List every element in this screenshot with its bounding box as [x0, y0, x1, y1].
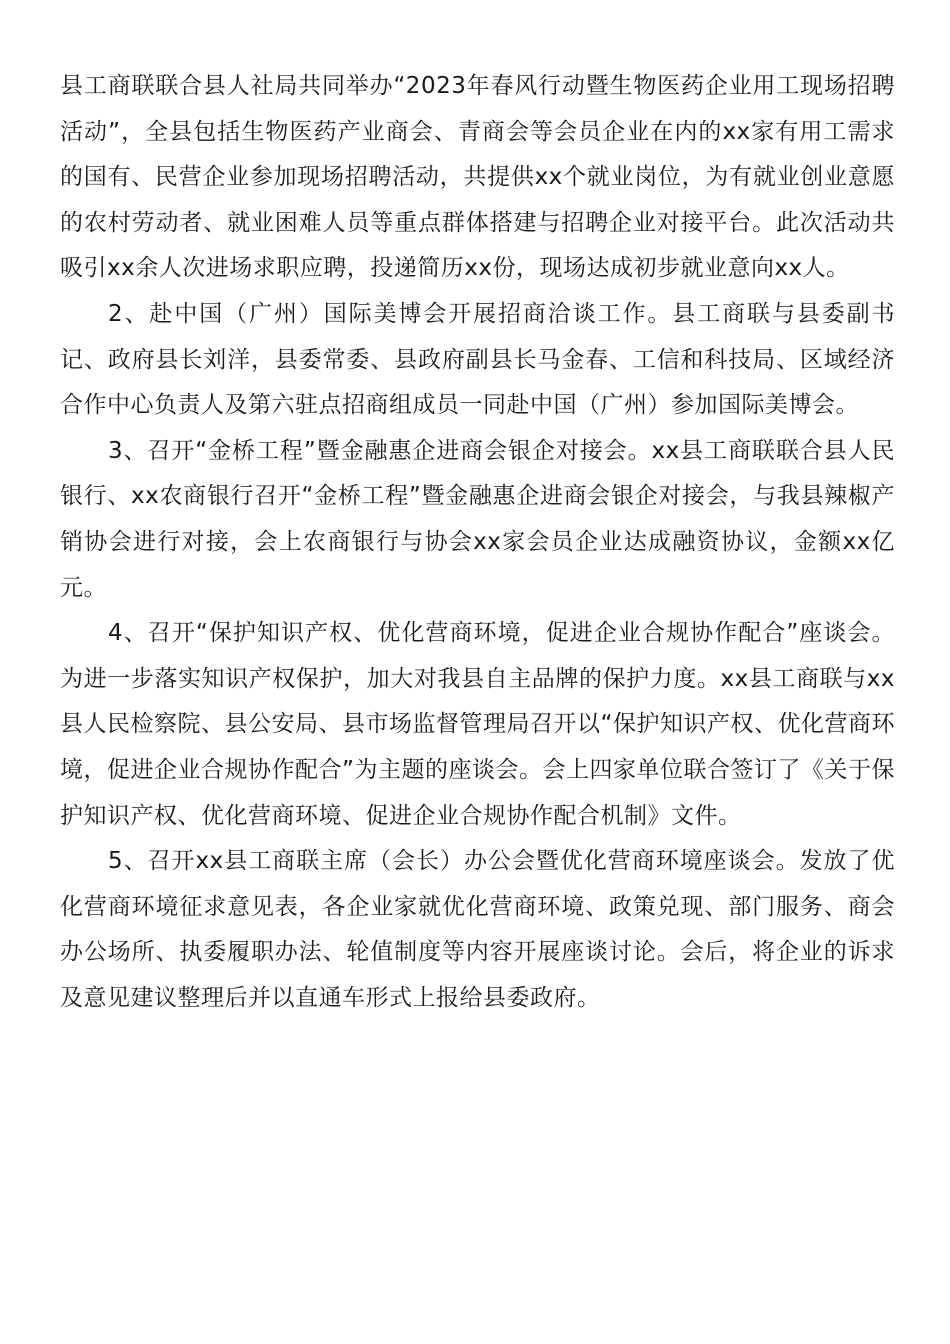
paragraph-guangzhou-expo: 2、赴中国（广州）国际美博会开展招商洽谈工作。县工商联与县委副书记、政府县长刘洋，县委常委、县政府副县长马金春、工信和科技局、区域经济合作中心负责人及第六驻点招商组成员一同赴中国（广州）参加国际美博会。	[60, 300, 895, 419]
paragraph-bank-enterprise-meeting: 3、召开“金桥工程”暨金融惠企进商会银企对接会。xx县工商联联合县人民银行、xx农商银行召开“金桥工程”暨金融惠企进商会银企对接会，与我县辣椒产销协会进行对接，会上农商银行与协会xx家会员企业达成融资协议，金额xx亿元。	[60, 437, 895, 601]
paragraph-recruitment-event: 县工商联联合县人社局共同举办“2023年春风行动暨生物医药企业用工现场招聘活动”，全县包括生物医药产业商会、青商会等会员企业在内的xx家有用工需求的国有、民营企业参加现场招聘活动，共提供xx个就业岗位，为有就业创业意愿的农村劳动者、就业困难人员等重点群体搭建与招聘企业对接平台。此次活动共吸引xx余人次进场求职应聘，投递简历xx份，现场达成初步就业意向xx人。	[60, 73, 895, 282]
document-page	[60, 64, 895, 1021]
paragraph-business-environment-meeting: 5、召开xx县工商联主席（会长）办公会暨优化营商环境座谈会。发放了优化营商环境征求意见表，各企业家就优化营商环境、政策兑现、部门服务、商会办公场所、执委履职办法、轮值制度等内容开展座谈讨论。会后，将企业的诉求及意见建议整理后并以直通车形式上报给县委政府。	[60, 848, 895, 1011]
paragraph-ip-protection-forum: 4、召开“保护知识产权、优化营商环境，促进企业合规协作配合”座谈会。为进一步落实知识产权保护，加大对我县自主品牌的保护力度。xx县工商联与xx县人民检察院、县公安局、县市场监督管理局召开以“保护知识产权、优化营商环境，促进企业合规协作配合”为主题的座谈会。会上四家单位联合签订了《关于保护知识产权、优化营商环境、促进企业合规协作配合机制》文件。	[60, 620, 895, 829]
